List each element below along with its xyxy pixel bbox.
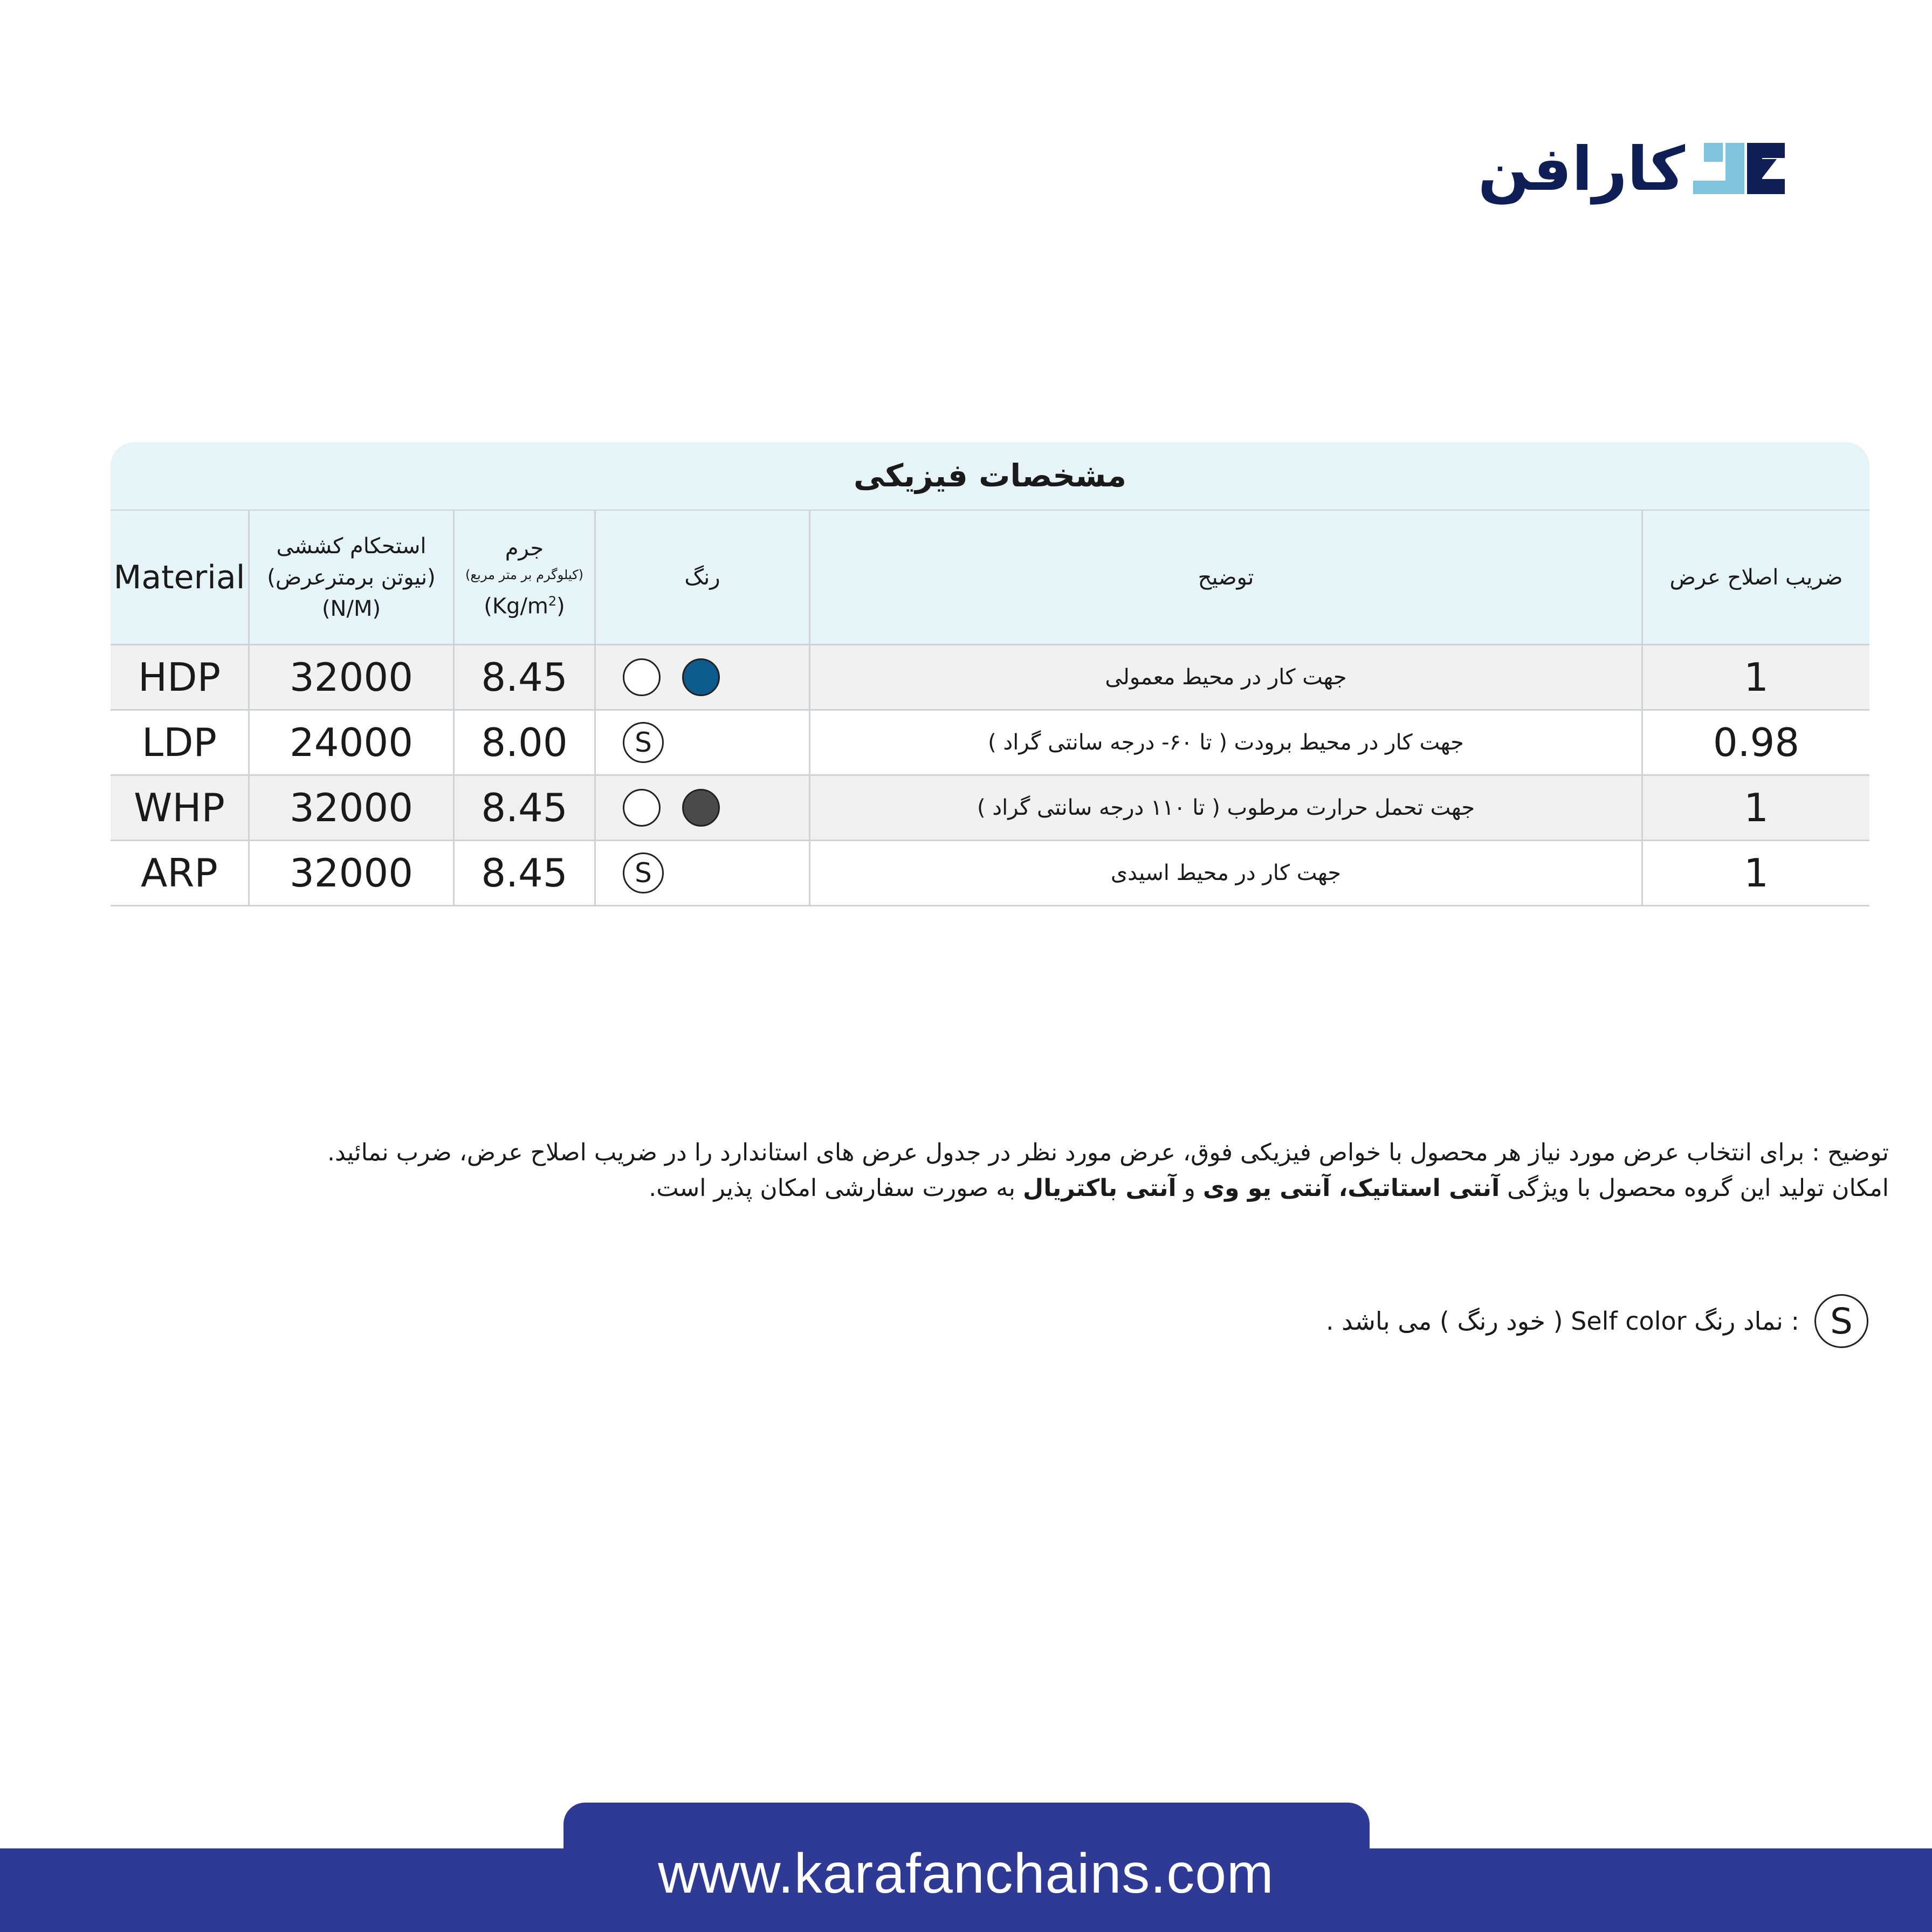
- cell-strength: 32000: [250, 776, 455, 841]
- brand-name: کارافن: [1477, 134, 1685, 204]
- cell-width-factor: 1: [1643, 841, 1869, 906]
- cell-colors: [596, 776, 810, 841]
- header-material: Material: [111, 511, 250, 645]
- note-line-1: توضیح : برای انتخاب عرض مورد نیاز هر محصول با خواص فیزیکی فوق، عرض مورد نظر در جدول عرض های استاندارد را در ضریب اصلاح عرض، ضرب نمائید.: [327, 1139, 1889, 1166]
- self-color-icon: S: [1814, 1294, 1868, 1348]
- note-line-2: امکان تولید این گروه محصول با ویژگی آنتی استاتیک، آنتی یو وی و آنتی باکتریال به صورت سفارشی امکان پذیر است.: [649, 1174, 1889, 1202]
- header-width-factor: ضریب اصلاح عرض: [1643, 511, 1869, 645]
- legend-text: : نماد رنگ Self color ( خود رنگ ) می باشد .: [1325, 1307, 1799, 1336]
- header-description: توضیح: [810, 511, 1643, 645]
- cell-material: LDP: [111, 711, 250, 776]
- cell-mass: 8.00: [455, 711, 596, 776]
- header-mass: جرم (کیلوگرم بر متر مربع) $(Kg/m^2)$: [455, 511, 596, 645]
- cell-strength: 24000: [250, 711, 455, 776]
- header-strength: استحکام کششی (نیوتن برمترعرض) (N/M): [250, 511, 455, 645]
- self-color-icon: S: [623, 722, 664, 763]
- website-link[interactable]: www.karafanchains.com: [658, 1842, 1274, 1905]
- logo-mark-icon: [1693, 143, 1785, 194]
- brand-logo: [1467, 134, 1785, 204]
- cell-description: جهت کار در محیط اسیدی: [810, 841, 1643, 906]
- color-swatch: [623, 789, 661, 827]
- color-swatch: [623, 658, 661, 696]
- cell-mass: 8.45: [455, 841, 596, 906]
- cell-width-factor: 0.98: [1643, 711, 1869, 776]
- cell-description: جهت تحمل حرارت مرطوب ( تا ۱۱۰ درجه سانتی گراد ): [810, 776, 1643, 841]
- cell-strength: 32000: [250, 841, 455, 906]
- cell-description: جهت کار در محیط معمولی: [810, 645, 1643, 711]
- cell-mass: 8.45: [455, 776, 596, 841]
- cell-colors: [596, 711, 810, 776]
- cell-width-factor: 1: [1643, 645, 1869, 711]
- cell-strength: 32000: [250, 645, 455, 711]
- header-color: رنگ: [596, 511, 810, 645]
- cell-mass: 8.45: [455, 645, 596, 711]
- color-swatch: [682, 789, 720, 827]
- cell-width-factor: 1: [1643, 776, 1869, 841]
- self-color-legend: [1326, 1294, 1868, 1348]
- physical-specs-table: [111, 442, 1869, 906]
- mass-unit: $(Kg/m^2)$: [484, 593, 565, 619]
- color-swatch: [682, 658, 720, 696]
- cell-colors: [596, 645, 810, 711]
- self-color-icon: S: [623, 852, 664, 893]
- cell-material: HDP: [111, 645, 250, 711]
- cell-material: WHP: [111, 776, 250, 841]
- cell-colors: [596, 841, 810, 906]
- cell-description: جهت کار در محیط برودت ( تا ۶۰- درجه سانتی گراد ): [810, 711, 1643, 776]
- cell-material: ARP: [111, 841, 250, 906]
- table-title: مشخصات فیزیکی: [111, 442, 1869, 511]
